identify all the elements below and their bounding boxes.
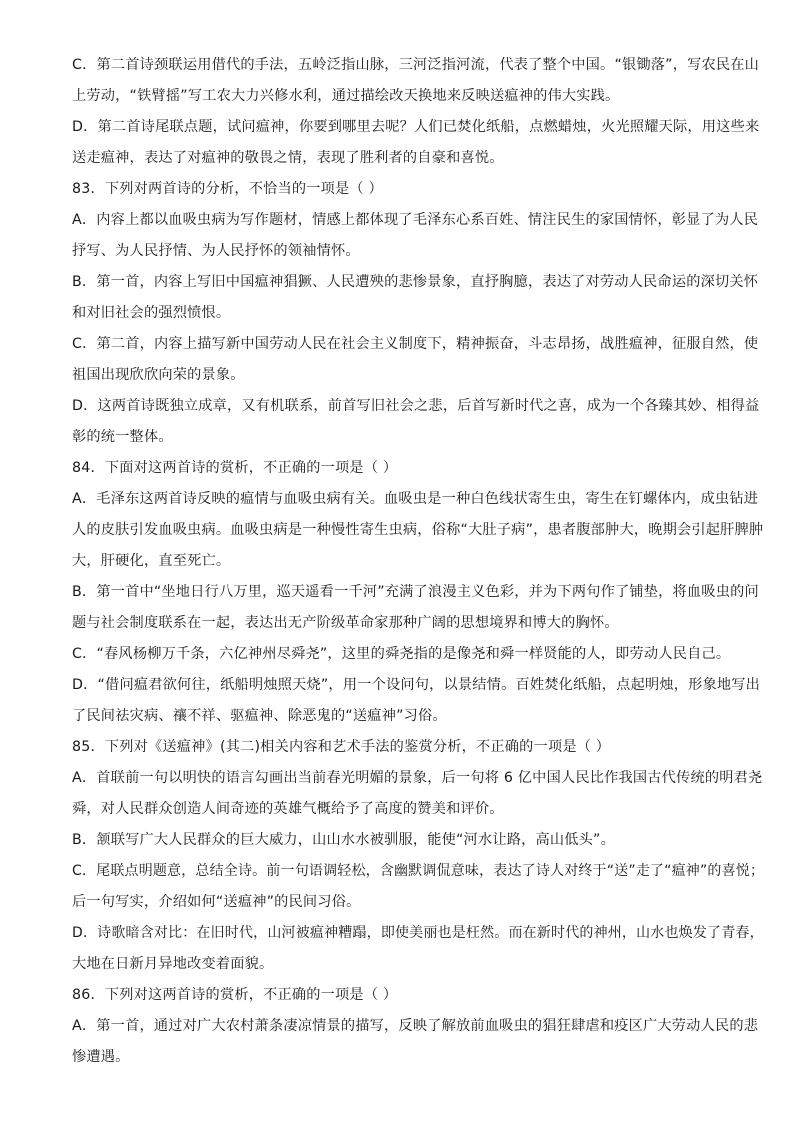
text-line: A．第一首，通过对广大农村萧条凄凉情景的描写，反映了解放前血吸虫的猖狂肆虐和疫区广大劳动人民的悲 (72, 1018, 759, 1034)
text-line: 了民间祛灾病、禳不祥、驱瘟神、除恶鬼的“送瘟神”习俗。 (72, 708, 447, 724)
text-line: C．第二首诗颈联运用借代的手法，五岭泛指山脉，三河泛指河流，代表了整个中国。“银锄落”，写农民在山 (72, 57, 760, 73)
text-line: 大地在日新月异地改变着面貌。 (72, 956, 274, 972)
text-line: 惨遭遇。 (72, 1049, 130, 1065)
text-line: D．这两首诗既独立成章，又有机联系，前首写旧社会之悲，后首写新时代之喜，成为一个各臻其妙、相得益 (72, 398, 760, 414)
document-page (72, 50, 764, 1073)
text-line: 祖国出现欣欣向荣的景象。 (72, 367, 245, 383)
text-line: 83．下列对两首诗的分析，不恰当的一项是（ ） (72, 181, 383, 197)
answer-option (72, 1011, 764, 1073)
text-line: C．尾联点明题意，总结全诗。前一句语调轻松，含幽默调侃意味，表达了诗人对终于“送”走了“瘟神”的喜悦； (72, 863, 765, 879)
answer-option (72, 670, 764, 732)
text-line: A．首联前一句以明快的语言勾画出当前春光明媚的景象，后一句将 6 亿中国人民比作我国古代传统的明君尧 (72, 770, 763, 786)
text-line: 和对旧社会的强烈愤恨。 (72, 305, 231, 321)
text-line: 题与社会制度联系在一起，表达出无产阶级革命家那种广阔的思想境界和博大的胸怀。 (72, 615, 619, 631)
answer-option (72, 639, 764, 670)
question-stem (72, 453, 764, 484)
text-line: 大，肝硬化，直至死亡。 (72, 553, 231, 569)
text-line: D．“借问瘟君欲何往，纸船明烛照天烧”，用一个设问句，以景结情。百姓焚化纸船，点起明烛，形象地写出 (72, 677, 761, 693)
text-line: 抒写、为人民抒情、为人民抒怀的领袖情怀。 (72, 243, 360, 259)
answer-option (72, 484, 764, 577)
question-stem (72, 174, 764, 205)
text-line: 84．下面对这两首诗的赏析，不正确的一项是（ ） (72, 460, 398, 476)
answer-option (72, 391, 764, 453)
answer-option (72, 205, 764, 267)
answer-option (72, 50, 764, 112)
text-line: 人的皮肤引发血吸虫病。血吸虫病是一种慢性寄生虫病，俗称“大肚子病”，患者腹部肿大，晚期会引起肝脾肿 (72, 522, 764, 538)
text-line: B．第一首中“坐地日行八万里，巡天遥看一千河”充满了浪漫主义色彩，并为下两句作了铺垫，将血吸虫的问 (72, 584, 759, 600)
text-line: A．毛泽东这两首诗反映的瘟情与血吸虫病有关。血吸虫是一种白色线状寄生虫，寄生在钉螺体内，成虫钻进 (72, 491, 759, 507)
text-line: 舜，对人民群众创造人间奇迹的英雄气概给予了高度的赞美和评价。 (72, 801, 504, 817)
answer-option (72, 856, 764, 918)
answer-option (72, 763, 764, 825)
text-line: 86．下列对这两首诗的赏析，不正确的一项是（ ） (72, 987, 398, 1003)
text-line: D．诗歌暗含对比：在旧时代，山河被瘟神糟蹋，即使美丽也是枉然。而在新时代的神州，山水也焕发了青春， (72, 925, 764, 941)
question-stem (72, 980, 764, 1011)
text-line: B．第一首，内容上写旧中国瘟神猖獗、人民遭殃的悲惨景象，直抒胸臆，表达了对劳动人民命运的深切关怀 (72, 274, 759, 290)
question-stem (72, 732, 764, 763)
answer-option (72, 329, 764, 391)
text-line: 后一句写实，介绍如何“送瘟神”的民间习俗。 (72, 894, 361, 910)
answer-option (72, 918, 764, 980)
answer-option (72, 825, 764, 856)
answer-option (72, 577, 764, 639)
text-line: 85．下列对《送瘟神》(其二)相关内容和艺术手法的鉴赏分析，不正确的一项是（ ） (72, 739, 611, 755)
text-line: 送走瘟神，表达了对瘟神的敬畏之情，表现了胜利者的自豪和喜悦。 (72, 150, 504, 166)
text-line: C．“春风杨柳万千条，六亿神州尽舜尧”，这里的舜尧指的是像尧和舜一样贤能的人，即劳动人民自己。 (72, 646, 731, 662)
text-line: 上劳动，“铁臂摇”写工农大力兴修水利，通过描绘改天换地来反映送瘟神的伟大实践。 (72, 88, 620, 104)
text-line: D．第二首诗尾联点题，试问瘟神，你要到哪里去呢？人们已焚化纸船，点燃蜡烛，火光照耀天际，用这些来 (72, 119, 760, 135)
text-line: C．第二首，内容上描写新中国劳动人民在社会主义制度下，精神振奋，斗志昂扬，战胜瘟神，征服自然，使 (72, 336, 759, 352)
text-line: B．颔联写广大人民群众的巨大威力，山山水水被驯服，能使“河水让路，高山低头”。 (72, 832, 615, 848)
answer-option (72, 112, 764, 174)
text-line: A．内容上都以血吸虫病为写作题材，情感上都体现了毛泽东心系百姓、情注民生的家国情怀，彰显了为人民 (72, 212, 759, 228)
answer-option (72, 267, 764, 329)
text-line: 彰的统一整体。 (72, 429, 173, 445)
